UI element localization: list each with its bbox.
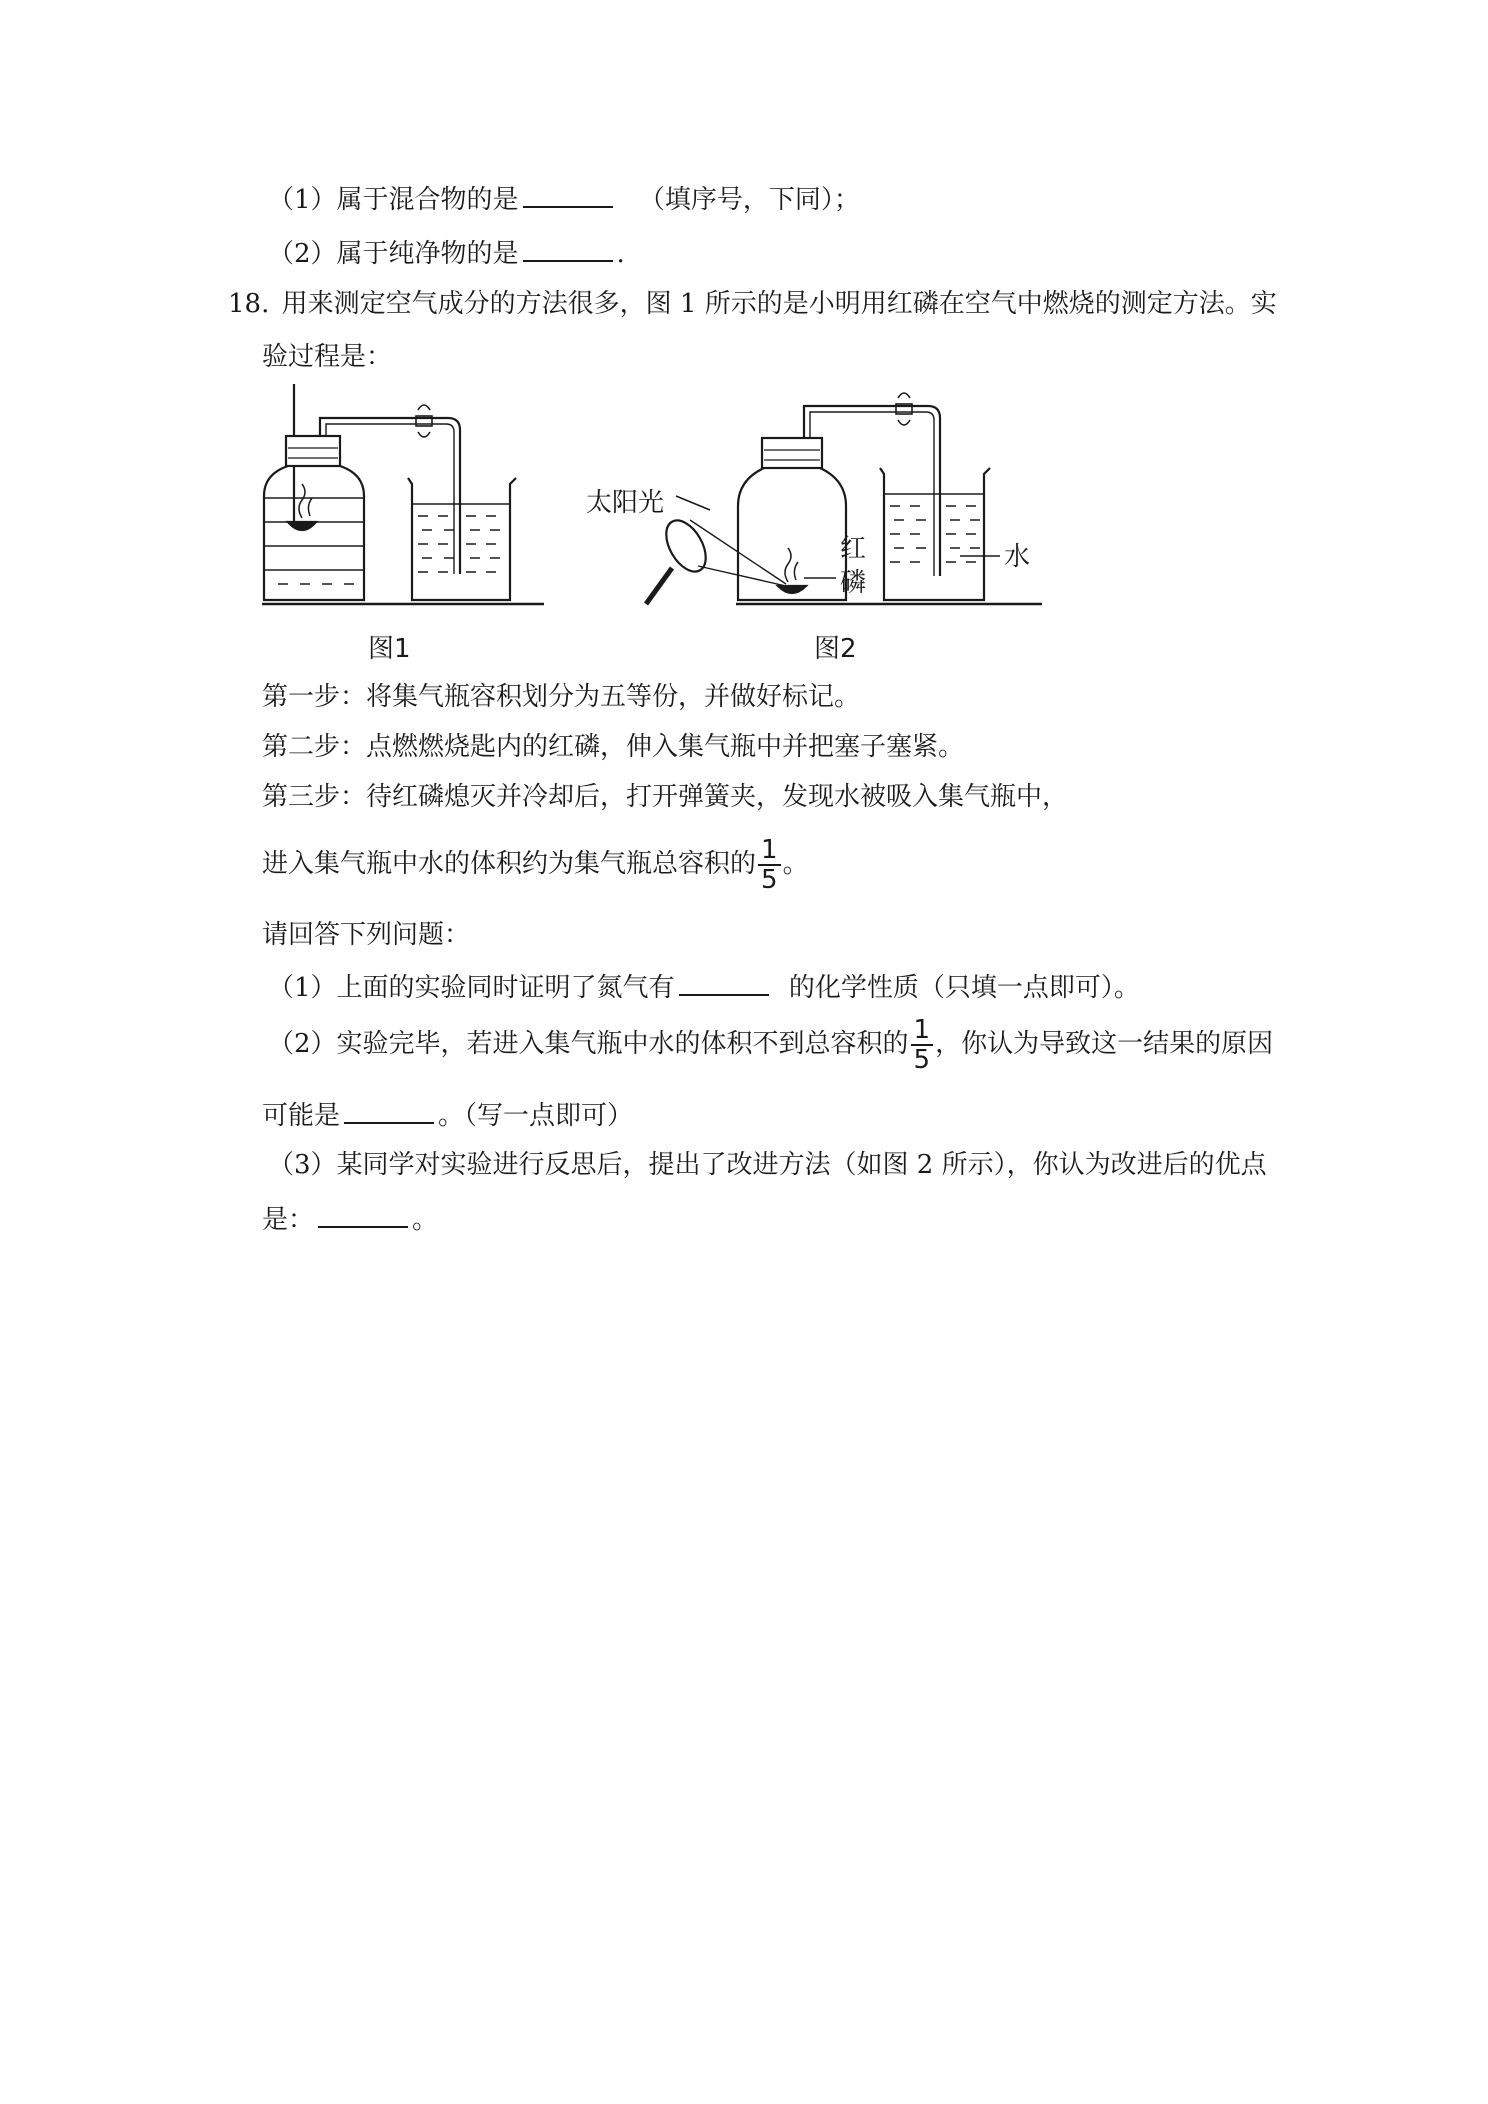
q18-sub3-lead: 是： <box>262 1205 315 1235</box>
fraction-numerator: 1 <box>758 836 781 866</box>
q18-sub3-line2 <box>262 1200 438 1237</box>
q18-prompt: 请回答下列问题： <box>262 920 471 950</box>
q18-sub2-end: 。（写一点即可） <box>438 1101 634 1131</box>
q17-sub1-note: （填序号，下同）； <box>638 185 860 215</box>
q18-sub2-line2 <box>262 1096 633 1133</box>
q18-stem-line1 <box>228 287 1277 321</box>
answer-blank[interactable] <box>679 968 769 996</box>
q18-step3-cont <box>262 836 809 894</box>
label-phosphorus: 磷 <box>840 568 867 598</box>
q18-number: 18. <box>228 289 270 319</box>
q17-sub2 <box>268 234 625 271</box>
q18-step1: 第一步：将集气瓶容积划分为五等份，并做好标记。 <box>262 682 861 712</box>
q18-sub1-text: （1）上面的实验同时证明了氮气有 <box>268 973 675 1003</box>
q18-stem-line2: 验过程是： <box>262 342 393 372</box>
q17-sub2-end: . <box>616 239 625 269</box>
q18-step3-cont-text: 进入集气瓶中水的体积约为集气瓶总容积的 <box>262 849 757 879</box>
answer-blank[interactable] <box>523 180 613 208</box>
q17-sub1-text: （1）属于混合物的是 <box>268 185 519 215</box>
label-water: 水 <box>1004 542 1031 572</box>
label-red: 红 <box>840 534 867 564</box>
label-sunlight: 太阳光 <box>586 488 665 518</box>
fraction-one-fifth <box>758 836 781 894</box>
q18-stem-text: 用来测定空气成分的方法很多，图 1 所示的是小明用红磷在空气中燃烧的测定方法。实 <box>281 289 1277 319</box>
answer-blank[interactable] <box>523 234 613 262</box>
q18-sub1-end: 的化学性质（只填一点即可）。 <box>788 973 1140 1003</box>
figure-2-caption: 图2 <box>814 634 857 664</box>
q18-step2: 第二步：点燃燃烧匙内的红磷，伸入集气瓶中并把塞子塞紧。 <box>262 732 965 762</box>
q18-sub2-lead: 可能是 <box>262 1101 341 1131</box>
fraction-denominator: 5 <box>913 1045 931 1075</box>
figure-1-caption: 图1 <box>368 634 411 664</box>
q18-sub3: （3）某同学对实验进行反思后，提出了改进方法（如图 2 所示），你认为改进后的优点 <box>268 1150 1267 1180</box>
fraction-denominator: 5 <box>761 865 778 895</box>
q18-sub2-cont: ，你认为导致这一结果的原因 <box>935 1029 1274 1059</box>
fraction-one-fifth <box>911 1016 934 1074</box>
q18-step3: 第三步：待红磷熄灭并冷却后，打开弹簧夹，发现水被吸入集气瓶中， <box>262 782 1069 812</box>
q18-sub1 <box>268 968 1140 1005</box>
q18-sub2-text: （2）实验完毕，若进入集气瓶中水的体积不到总容积的 <box>268 1029 909 1059</box>
q17-sub1 <box>268 180 860 217</box>
answer-blank[interactable] <box>344 1096 434 1124</box>
answer-blank[interactable] <box>318 1200 408 1228</box>
figure-1-apparatus <box>258 378 548 622</box>
q18-step3-cont-end: 。 <box>782 849 809 879</box>
fraction-numerator: 1 <box>911 1016 934 1046</box>
q18-sub3-end: 。 <box>412 1205 439 1235</box>
q18-sub2 <box>268 1014 1273 1074</box>
q17-sub2-text: （2）属于纯净物的是 <box>268 239 519 269</box>
